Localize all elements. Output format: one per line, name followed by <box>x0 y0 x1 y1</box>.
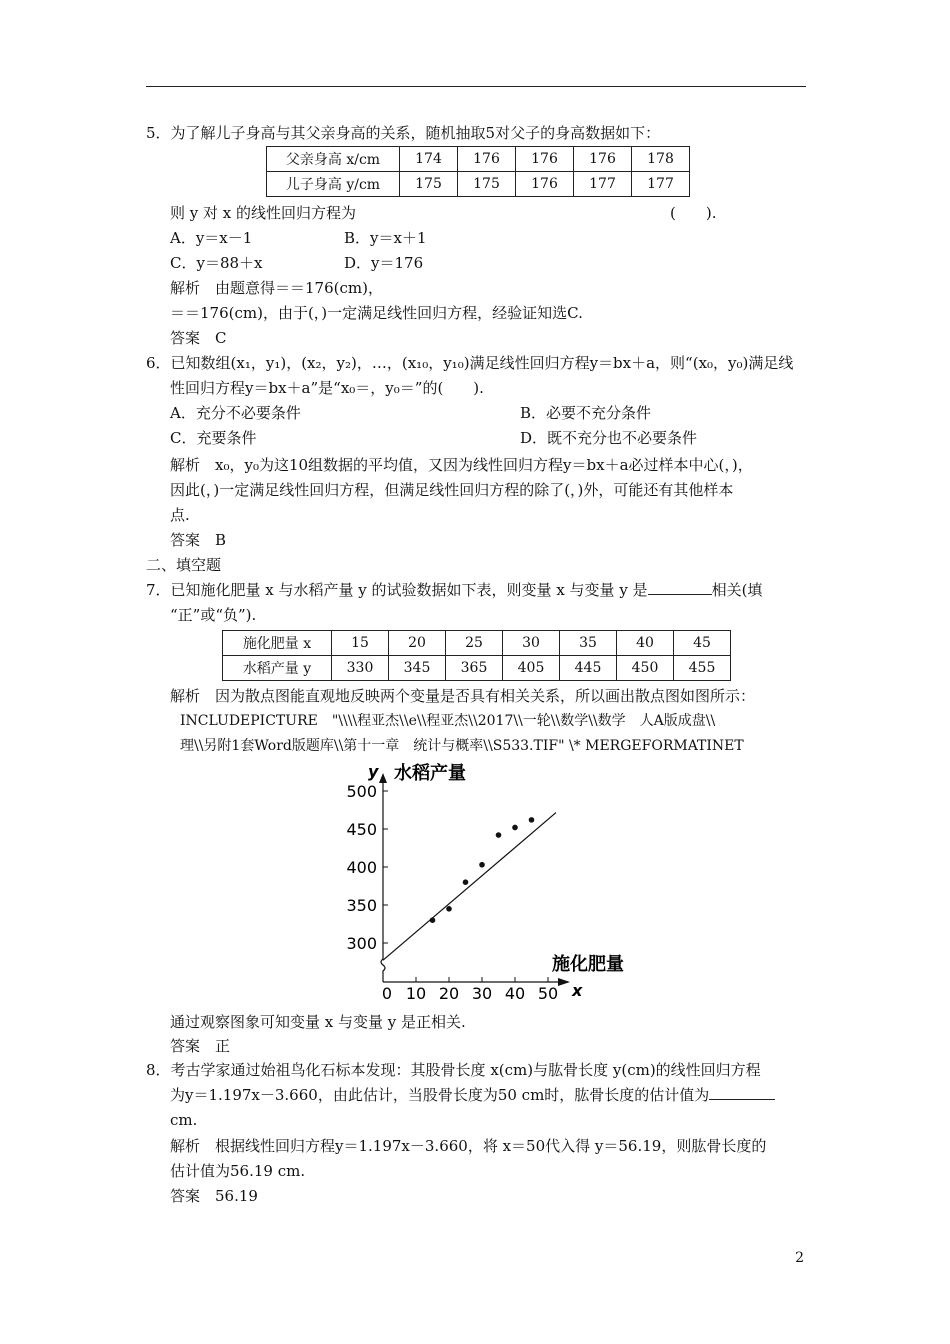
table-cell: 365 <box>446 656 503 681</box>
q6-stem-line1: 6．已知数组(x₁，y₁)，(x₂，y₂)，…，(x₁₀，y₁₀)满足线性回归方程y＝bx＋a，则“(x₀，y₀)满足线 <box>146 354 794 372</box>
table-cell: 405 <box>503 656 560 681</box>
q5-option-b: B．y＝x＋1 <box>344 229 427 247</box>
q8-analysis-line2: 估计值为56.19 cm. <box>170 1162 306 1180</box>
x-axis-arrow <box>558 978 570 986</box>
table-cell: 20 <box>389 631 446 656</box>
page-number: 2 <box>795 1250 804 1266</box>
x-tick-label: 40 <box>504 984 526 1003</box>
scatter-chart <box>330 755 650 1005</box>
y-axis-arrow <box>379 773 387 783</box>
q7-include-field-line1: INCLUDEPICTURE "\\\\程亚杰\\e\\程亚杰\\2017\\一轮\\数学\\数学 人A版成盘\\ <box>180 713 716 729</box>
q6-analysis-line2: 因此(，)一定满足线性回归方程，但满足线性回归方程的除了(，)外，可能还有其他样本 <box>170 481 734 499</box>
q6-option-c: C．充要条件 <box>170 429 257 447</box>
table-cell: 45 <box>674 631 731 656</box>
trend-line <box>383 813 556 961</box>
x-axis-label: 施化肥量 <box>552 954 624 975</box>
q6-option-a: A．充分不必要条件 <box>170 404 301 422</box>
table-cell: 176 <box>458 147 516 172</box>
q7-stem-tail: 相关(填 <box>711 581 763 599</box>
chart-trend-line <box>383 813 556 961</box>
fill-blank <box>709 1085 775 1100</box>
q5-analysis-line2: ＝＝176(cm)，由于(，)一定满足线性回归方程，经验证知选C. <box>170 304 583 322</box>
data-point <box>529 817 535 823</box>
table-cell: 175 <box>458 172 516 197</box>
table-row <box>223 656 731 681</box>
y-tick-label: 400 <box>346 858 377 877</box>
y-tick-label: 450 <box>346 820 377 839</box>
y-axis-letter: y <box>368 762 379 781</box>
q7-stem-line1 <box>146 580 762 600</box>
q6-analysis-line1: 解析 x₀，y₀为这10组数据的平均值，又因为线性回归方程y＝bx＋a必过样本中心(，)， <box>170 456 753 474</box>
x-tick-label: 50 <box>537 984 559 1003</box>
y-axis-label: 水稻产量 <box>394 763 466 784</box>
table-cell: 15 <box>332 631 389 656</box>
table-cell: 345 <box>389 656 446 681</box>
q8-analysis-line1: 解析 根据线性回归方程y＝1.197x－3.660，将 x＝50代入得 y＝56.19，则肱骨长度的 <box>170 1137 767 1155</box>
q8-stem-line3: cm. <box>170 1111 198 1129</box>
table-cell: 174 <box>400 147 458 172</box>
q5-option-d: D．y＝176 <box>344 254 424 272</box>
y-tick-label: 300 <box>346 934 377 953</box>
table-row-label: 儿子身高 y/cm <box>267 172 400 197</box>
y-tick-label: 350 <box>346 896 377 915</box>
table-cell: 330 <box>332 656 389 681</box>
q5-data-table <box>266 146 690 197</box>
table-cell: 30 <box>503 631 560 656</box>
q7-include-field-line2: 理\\另附1套Word版题库\\第十一章 统计与概率\\S533.TIF" \* MERGEFORMATINET <box>180 738 744 754</box>
table-row <box>223 631 731 656</box>
q5-stem: 5．为了解儿子身高与其父亲身高的关系，随机抽取5对父子的身高数据如下： <box>146 124 661 142</box>
table-cell: 176 <box>574 147 632 172</box>
q8-stem-line2 <box>170 1085 775 1105</box>
chart-ticks <box>346 782 558 1003</box>
q6-option-d: D．既不充分也不必要条件 <box>520 429 698 447</box>
q6-stem-line2: 性回归方程y＝bx＋a”是“x₀＝，y₀＝”的( ). <box>170 379 484 397</box>
table-row-label: 父亲身高 x/cm <box>267 147 400 172</box>
x-tick-label: 0 <box>381 984 393 1003</box>
table-cell: 25 <box>446 631 503 656</box>
fill-blank <box>648 580 712 595</box>
q7-stem-text: 7．已知施化肥量 x 与水稻产量 y 的试验数据如下表，则变量 x 与变量 y 是 <box>146 581 648 599</box>
x-tick-label: 20 <box>438 984 460 1003</box>
section-title: 二、填空题 <box>146 556 222 574</box>
q7-conclusion: 通过观察图象可知变量 x 与变量 y 是正相关. <box>170 1013 466 1031</box>
table-cell: 176 <box>516 172 574 197</box>
q7-analysis-line1: 解析 因为散点图能直观地反映两个变量是否具有相关关系，所以画出散点图如图所示： <box>170 687 756 705</box>
q6-option-b: B．必要不充分条件 <box>520 404 652 422</box>
q6-answer: 答案 B <box>170 531 227 549</box>
table-cell: 35 <box>560 631 617 656</box>
table-cell: 177 <box>632 172 690 197</box>
q8-stem-text: 为y＝1.197x－3.660，由此估计，当股骨长度为50 cm时，肱骨长度的估计值为 <box>170 1086 710 1104</box>
data-point <box>463 879 469 885</box>
x-axis-letter: x <box>572 981 583 1000</box>
data-point <box>430 917 436 923</box>
q5-analysis-line1: 解析 由题意得＝＝176(cm)， <box>170 279 383 297</box>
table-cell: 175 <box>400 172 458 197</box>
chart-axes <box>379 773 570 986</box>
q5-option-a: A．y＝x－1 <box>170 229 253 247</box>
q6-analysis-line3: 点. <box>170 506 190 524</box>
table-cell: 455 <box>674 656 731 681</box>
table-cell: 178 <box>632 147 690 172</box>
q5-option-c: C．y＝88＋x <box>170 254 263 272</box>
y-tick-label: 500 <box>346 782 377 801</box>
table-cell: 450 <box>617 656 674 681</box>
data-point <box>446 906 452 912</box>
data-point <box>496 832 502 838</box>
q7-answer: 答案 正 <box>170 1037 231 1055</box>
q8-stem-line1: 8．考古学家通过始祖鸟化石标本发现：其股骨长度 x(cm)与肱骨长度 y(cm)的线性回归方程 <box>146 1061 761 1079</box>
table-row <box>267 147 690 172</box>
q5-answer: 答案 C <box>170 329 227 347</box>
table-row-label: 施化肥量 x <box>223 631 332 656</box>
x-tick-label: 30 <box>471 984 493 1003</box>
table-row <box>267 172 690 197</box>
header-rule <box>146 86 806 87</box>
q5-question: 则 y 对 x 的线性回归方程为 <box>170 204 357 222</box>
table-cell: 176 <box>516 147 574 172</box>
q7-stem-line2: “正”或“负”). <box>170 606 257 624</box>
y-axis-break <box>381 959 385 982</box>
table-cell: 40 <box>617 631 674 656</box>
q5-answer-paren: ( ). <box>670 204 717 222</box>
q7-data-table <box>222 630 731 681</box>
data-point <box>512 825 518 831</box>
x-tick-label: 10 <box>405 984 427 1003</box>
q8-answer: 答案 56.19 <box>170 1187 258 1205</box>
table-cell: 445 <box>560 656 617 681</box>
data-point <box>479 862 485 868</box>
table-row-label: 水稻产量 y <box>223 656 332 681</box>
table-cell: 177 <box>574 172 632 197</box>
